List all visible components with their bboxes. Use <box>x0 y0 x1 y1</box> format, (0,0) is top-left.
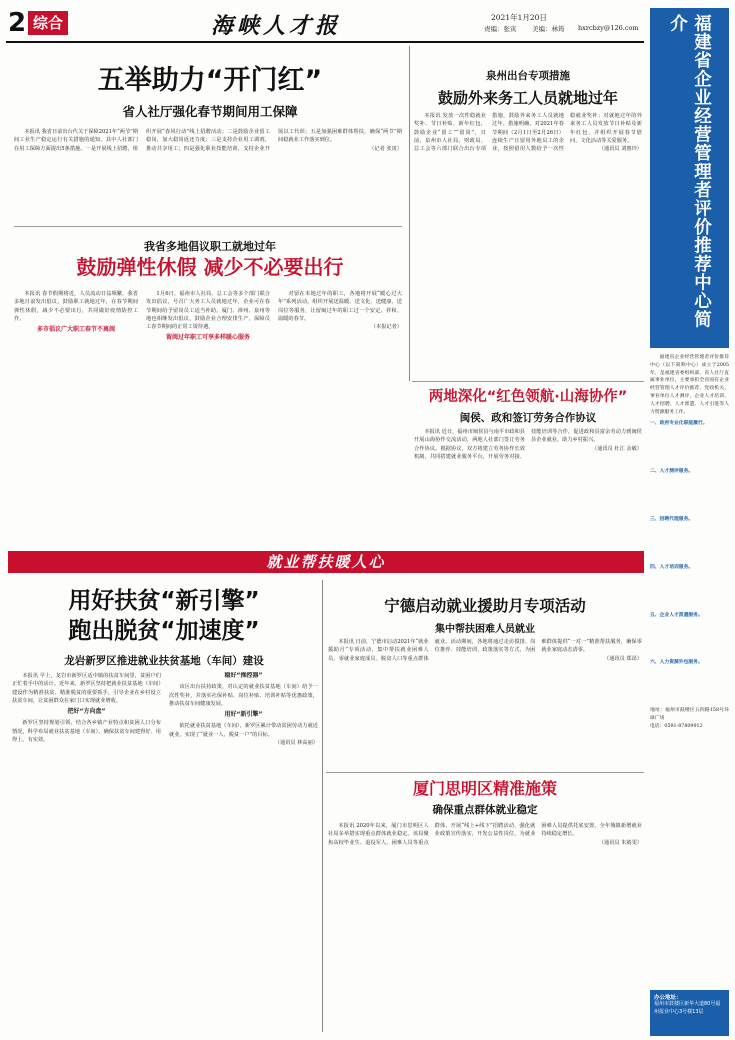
header-rule <box>6 41 644 43</box>
a3-title: 鼓励弹性休假 减少不必要出行 <box>76 255 344 279</box>
a4-paragraph: 本报讯 早上，龙岩市新罗区适中镇的扶贫车间里，贫困户们正忙着手中的活计。近年来，新罗区坚持把就业扶贫基地（车间）建设作为精准扶贫、精准脱贫的重要抓手，引导企业在乡村设立扶贫车间，让贫困群众在家门口实现就业增收。 <box>12 673 161 704</box>
header-editor: 责编：张寅 <box>484 25 517 33</box>
col-divider-b <box>322 580 323 1032</box>
sidebar-title-box <box>650 8 729 348</box>
a4-heading-2: 稳好“操控器” <box>224 672 263 679</box>
a6-paragraph: 本报讯 近日，福州市闽侯县与南平市政和县开展山海协作交流活动，两地人社部门签订劳务合作协议。根据协议，双方将建立劳务协作长效机制，共同搭建就业服务平台，开展劳务对接、技能培训等合作，促进政和县富余劳动力到闽侯县企业就业，助力乡村振兴。 <box>414 429 642 460</box>
a2-kicker: 泉州出台专项措施 <box>486 70 570 82</box>
a6-kicker: 两地深化“红色领航·山海协作” <box>428 389 628 405</box>
sidebar-item-3: 三、招聘代理服务。 <box>650 515 694 522</box>
a5-title: 宁德启动就业援助月专项活动 <box>384 597 586 615</box>
page-header <box>6 8 728 40</box>
a3-heading-1: 多市倡议广大职工春节不离闽 <box>36 326 115 334</box>
sidebar-item-2: 二、人才测评服务。 <box>650 468 694 475</box>
a2-paragraph: 本报讯 发放一次性稳就业奖补、节日补贴，新年红包，鼓励企业“留工”“留岗”，日前，泉州市人社局、财政局、总工会等六部门联合出台专项措施，鼓励外来务工人员就地过年。措施明确，对2021年春节期间（2月1日至2月26日）连续生产且留用外地员工的企业，按照留用人数给予一次性稳就业奖补；对就地过年的外来务工人员发放节日补贴及新年红包，并组织开展春节慰问、文化活动等关爱服务。 <box>414 113 642 153</box>
a3-paragraph-2: 1月6日，福州市人社局、总工会等多个部门联合发出倡议，号召广大务工人员就地过年，企业可在春节期间给予留岗员工适当补助。厦门、漳州、泉州等地也相继发出倡议，鼓励企业合理安排生产，保障员工春节期间的正常工资待遇。 <box>146 291 270 331</box>
a3-kicker: 我省多地倡议职工就地过年 <box>144 240 276 253</box>
sidebar-address: 地址：福州市鼓楼区五四路158号环球广场 <box>650 708 729 721</box>
a1-byline: （记者 张寅） <box>369 145 402 152</box>
a2-body <box>414 112 642 370</box>
a4-body <box>12 672 318 1028</box>
a3-body <box>14 290 402 542</box>
page-number: 2 <box>8 8 27 38</box>
sidebar-intro: 福建省企业经营管理者评价推荐中心（以下简称中心）成立于2005年，是福建省委组织部、省人社厅直属事业单位，主要承担全省国有企业经营管理人才评价推荐，党政机关、事业单位人才测评，企业人才培训、人才招聘、人才派遣、人才引进等人力资源服务工作。 <box>650 355 729 415</box>
a1-body <box>14 128 402 220</box>
rule-a7 <box>326 772 644 773</box>
a5-body <box>328 638 642 768</box>
sidebar-body <box>650 354 729 954</box>
a5-byline: （通讯员 郑昂） <box>604 655 642 662</box>
masthead: 海峡人才报 <box>211 13 342 39</box>
a6-byline: （通讯员 杜江 余敏） <box>592 445 642 452</box>
header-date: 2021年1月20日 <box>491 13 547 22</box>
a4-title-1: 用好扶贫“新引擎” <box>68 588 260 614</box>
a5-subtitle: 集中帮扶困难人员就业 <box>435 624 535 635</box>
section-label: 综合 <box>32 14 63 32</box>
a3-paragraph: 本报讯 春节假期将近，人员流动日益频繁，我省多地日前发出倡议，鼓励职工就地过年，在春节期间弹性休假，减少不必要出行，共同做好疫情防控工作。 <box>14 291 138 322</box>
a4-paragraph-2: 新罗区坚持规划引领，结合各乡镇产业特点和贫困人口分布情况，科学布局就业扶贫基地（车间），确保扶贫车间建得好、用得上、有实效。 <box>12 720 161 744</box>
header-design: 美编：林筠 <box>532 25 565 33</box>
a7-paragraph: 本报讯 2020年以来，厦门市思明区人社局多举措实现重点群体就业稳定。该局聚焦高校毕业生、退役军人、困难人员等重点群体，开展“线上+线下”招聘活动，强化就业政策宣传落实，开发公益性岗位，为就业困难人员提供托底安置，全年城镇新增就业持续稳定增长。 <box>328 823 642 846</box>
a1-subtitle: 省人社厅强化春节期间用工保障 <box>122 104 298 119</box>
sidebar-vertical-title: 福建省企业经营管理者评价推荐中心简介 <box>667 14 712 329</box>
a4-subtitle: 龙岩新罗区推进就业扶贫基地（车间）建设 <box>64 655 264 667</box>
a3-paragraph-3: 对留在本地过年的职工，各地将开展“暖心过大年”系列活动，组织开展送温暖、送文化、送健康、送岗位等服务，让留闽过年的职工过一个安定、祥和、温暖的春节。 <box>278 291 402 322</box>
section-badge <box>28 11 68 35</box>
a4-title-2: 跑出脱贫“加速度” <box>68 618 260 644</box>
a3-byline: （本报记者） <box>370 324 402 331</box>
sidebar-item-1: 一、政府专业化职能履行。 <box>650 420 708 427</box>
sidebar-footer <box>650 990 729 1036</box>
sidebar-footer-label: 办公地址： <box>654 995 682 1001</box>
sidebar-item-6: 六、人力资源外包服务。 <box>650 659 703 666</box>
a7-byline: （通讯员 朱婧雯） <box>598 839 642 846</box>
col-divider-a <box>409 46 410 381</box>
a4-paragraph-4: 依托就业扶贫基地（车间），新罗区累计带动贫困劳动力就近就业，实现了“就业一人、脱贫一户”的目标。 <box>169 723 318 738</box>
a6-title: 闽侯、政和签订劳务合作协议 <box>459 412 597 424</box>
a2-title: 鼓励外来务工人员就地过年 <box>437 89 618 107</box>
a4-byline: （通讯员 林高丽） <box>274 740 318 747</box>
sidebar-footer-address: 福州市鼓楼区新华大道80号福州报业中心3号楼13层 <box>654 1001 721 1015</box>
a4-heading-1: 把好“方向盘” <box>67 708 106 716</box>
a7-subtitle: 确保重点群体就业稳定 <box>432 804 538 816</box>
a1-paragraph: 本报讯 我省日前出台代关于保障2021年“两节”期间工业生产稳定运行有关措施的通知，其中人社部门在用工保障方面提出5条措施。一是开展线上招聘，组织开展“春风行动”线上招聘活动；二是鼓励企业留工稳岗，加大稳岗返还力度；三是支持企业用工调剂，推动共享用工；四是强化职业技能培训，支持企业开展以工代训；五是加强困难群体帮扶，确保“两节”期间稳就业工作落实到位。 <box>14 129 402 152</box>
a7-body <box>328 822 642 1028</box>
a1-title: 五举助力“开门红” <box>97 65 323 96</box>
section-band <box>8 551 644 573</box>
a2-byline: （通讯员 刘惠玲） <box>598 146 642 153</box>
a4-heading-3: 用好“新引擎” <box>224 711 263 719</box>
header-email: hxrcbzy@126.com <box>578 24 639 32</box>
a3-heading-2: 留闽过年职工可享多样暖心服务 <box>165 334 250 342</box>
sidebar-item-4: 四、人才培训服务。 <box>650 563 694 570</box>
sidebar-item-5: 五、企业人才派遣服务。 <box>650 611 703 618</box>
rule-a6 <box>412 381 644 382</box>
a6-body <box>414 428 642 540</box>
a7-title: 厦门思明区精准施策 <box>412 779 557 798</box>
a4-paragraph-3: 该区出台扶持政策，对认定的就业扶贫基地（车间）给予一次性奖补，并落实社保补贴、岗位补贴、培训补贴等优惠政策，推动扶贫车间健康发展。 <box>169 684 318 707</box>
section-band-text: 就业帮扶暖人心 <box>266 553 386 571</box>
a5-paragraph: 本报讯 日前，宁德市启动2021年“就业援助月”专项活动，集中帮扶就业困难人员、零就业家庭成员、脱贫人口等重点群体就业。活动期间，各地将通过走访摸排、岗位推荐、技能培训、政策落实等方式，为困难群体提供“一对一”精准帮扶服务，确保零就业家庭动态清零。 <box>328 639 642 662</box>
sidebar-phone: 电话：0591-87809912 <box>650 723 703 729</box>
rule-a3 <box>14 226 402 227</box>
